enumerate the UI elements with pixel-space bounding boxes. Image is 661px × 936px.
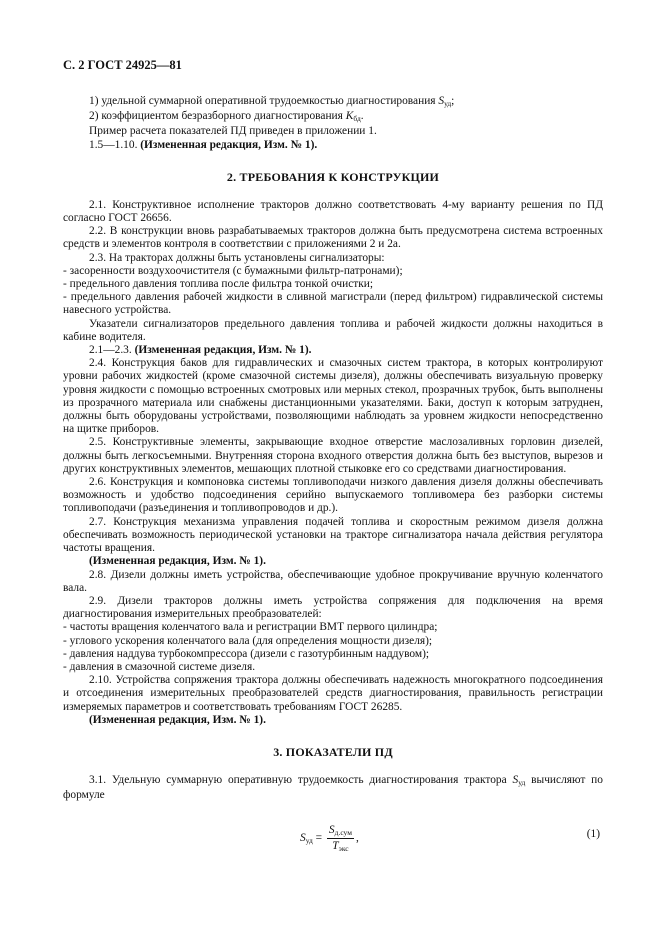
paragraph-2-3: 2.3. На тракторах должны быть установлены сигнализаторы: [89,251,385,264]
list-item: - углового ускорения коленчатого вала (для определения мощности дизеля); [63,634,433,647]
amendment-note: (Измененная редакция, Изм. № 1). [89,555,266,568]
paragraph-2-9: 2.9. Дизели тракторов должны иметь устройства сопряжения для подключения на время диагностирования измерительных преобразователей: [63,594,603,621]
paragraph-2-10: 2.10. Устройства сопряжения трактора должны обеспечивать надежность многократного подсоединения и отсоединения измерительных преобразователей средств диагностирования, правильность регистрации измеряемых параметров и соответствовать требованиям ГОСТ 26285. [63,674,603,713]
paragraph-2-6: 2.6. Конструкция и компоновка системы топливоподачи низкого давления дизеля должны обеспечивать возможность и удобство подсоединения серийно выпускаемого топливомера без разборки системы топливоподачи (разъединения и топливопроводов и др.). [63,476,603,515]
paragraph-2-7: 2.7. Конструкция механизма управления подачей топлива и скоростным режимом дизеля должна обеспечивать возможность периодической установки на тракторе сигнализатора начала действия регулятора частоты вращения. [63,515,603,555]
paragraph-2-2: 2.2. В конструкции вновь разрабатываемых тракторов должна быть предусмотрена система встроенных средств и элементов контроля в соответствии с приложениями 2 и 2а. [63,225,603,251]
formula-body: $S_{уд}$ = $\frac{S_{д.сум}}{T_{экс}}$ , [300,824,359,854]
amendment-note: 2.1—2.3. (Измененная редакция, Изм. № 1). [89,344,312,357]
intro-item-2: 2) коэффициентом безразборного диагностирования $K_{бд}$. [89,110,364,124]
list-item: - давления в смазочной системе дизеля. [63,660,256,673]
list-item: - предельного давления топлива после фильтра тонкой очистки; [63,278,374,291]
formula-denominator: $T_{экс}$ [332,840,349,854]
paragraph-2-4: 2.4. Конструкция баков для гидравлических и смазочных систем трактора, в которых контролируют уровни рабочих жидкостей (кроме смазочной системы дизеля), должны обеспечивать визуальную проверку уровня жидкости с помощью встроенных смотровых или мерных стекол, прозрачных трубок, быть выполнены из прозрачного материала или снабжены дистанционными указателями. Баки, доступ к которым затруднен, должны быть оборудованы устройствами, позволяющими наблюдать за уровнем жидкости непосредственно на щитке приборов. [63,357,603,436]
page-header: С. 2 ГОСТ 24925—81 [63,58,182,72]
intro-example: Пример расчета показателей ПД приведен в приложении 1. [89,125,377,138]
intro-item-1: 1) удельной суммарной оперативной трудоемкостью диагностирования $S_{уд}$; [89,95,455,108]
amendment-note: (Измененная редакция, Изм. № 1). [89,713,266,726]
formula-fraction [327,824,354,853]
paragraph-3-1: 3.1. Удельную суммарную оперативную трудоемкость диагностирования трактора $S_{уд}$ вычисляют по формуле [63,773,603,802]
section-2-title: 2. ТРЕБОВАНИЯ К КОНСТРУКЦИИ [226,169,440,184]
intro-amendment: 1.5—1.10. (Измененная редакция, Изм. № 1). [89,138,318,151]
list-item: - предельного давления рабочей жидкости в сливной магистрали (перед фильтром) гидравлической системы навесного устройства. [63,291,603,317]
formula-numerator: $S_{д.сум}$ [328,824,352,838]
paragraph-2-1: 2.1. Конструктивное исполнение тракторов должно соответствовать 4-му варианту решения по ПД согласно ГОСТ 26656. [63,198,603,225]
formula-number: (1) [586,828,600,841]
document-page [63,58,603,862]
section-3-title: 3. ПОКАЗАТЕЛИ ПД [273,744,393,759]
formula-1 [63,818,603,862]
list-item: - давления наддува турбокомпрессора (дизели с газотурбинным наддувом); [63,647,430,660]
paragraph-2-8: 2.8. Дизели должны иметь устройства, обеспечивающие удобное прокручивание вручную коленчатого вала. [63,568,603,594]
paragraph-2-5: 2.5. Конструктивные элементы, закрывающие входное отверстие маслозаливных горловин дизелей, должны быть легкосъемными. Внутренняя сторона входного отверстия должна быть без выступов, вырезов и других конструктивных элементов, мешающих плотной стыковке его со средствами диагностирования. [63,436,603,475]
list-item: - частоты вращения коленчатого вала и регистрации ВМТ первого цилиндра; [63,621,438,634]
paragraph-indicators: Указатели сигнализаторов предельного давления топлива и рабочей жидкости должны находиться в кабине водителя. [63,317,603,343]
list-item: - засоренности воздухоочистителя (с бумажными фильтр-патронами); [63,264,403,277]
